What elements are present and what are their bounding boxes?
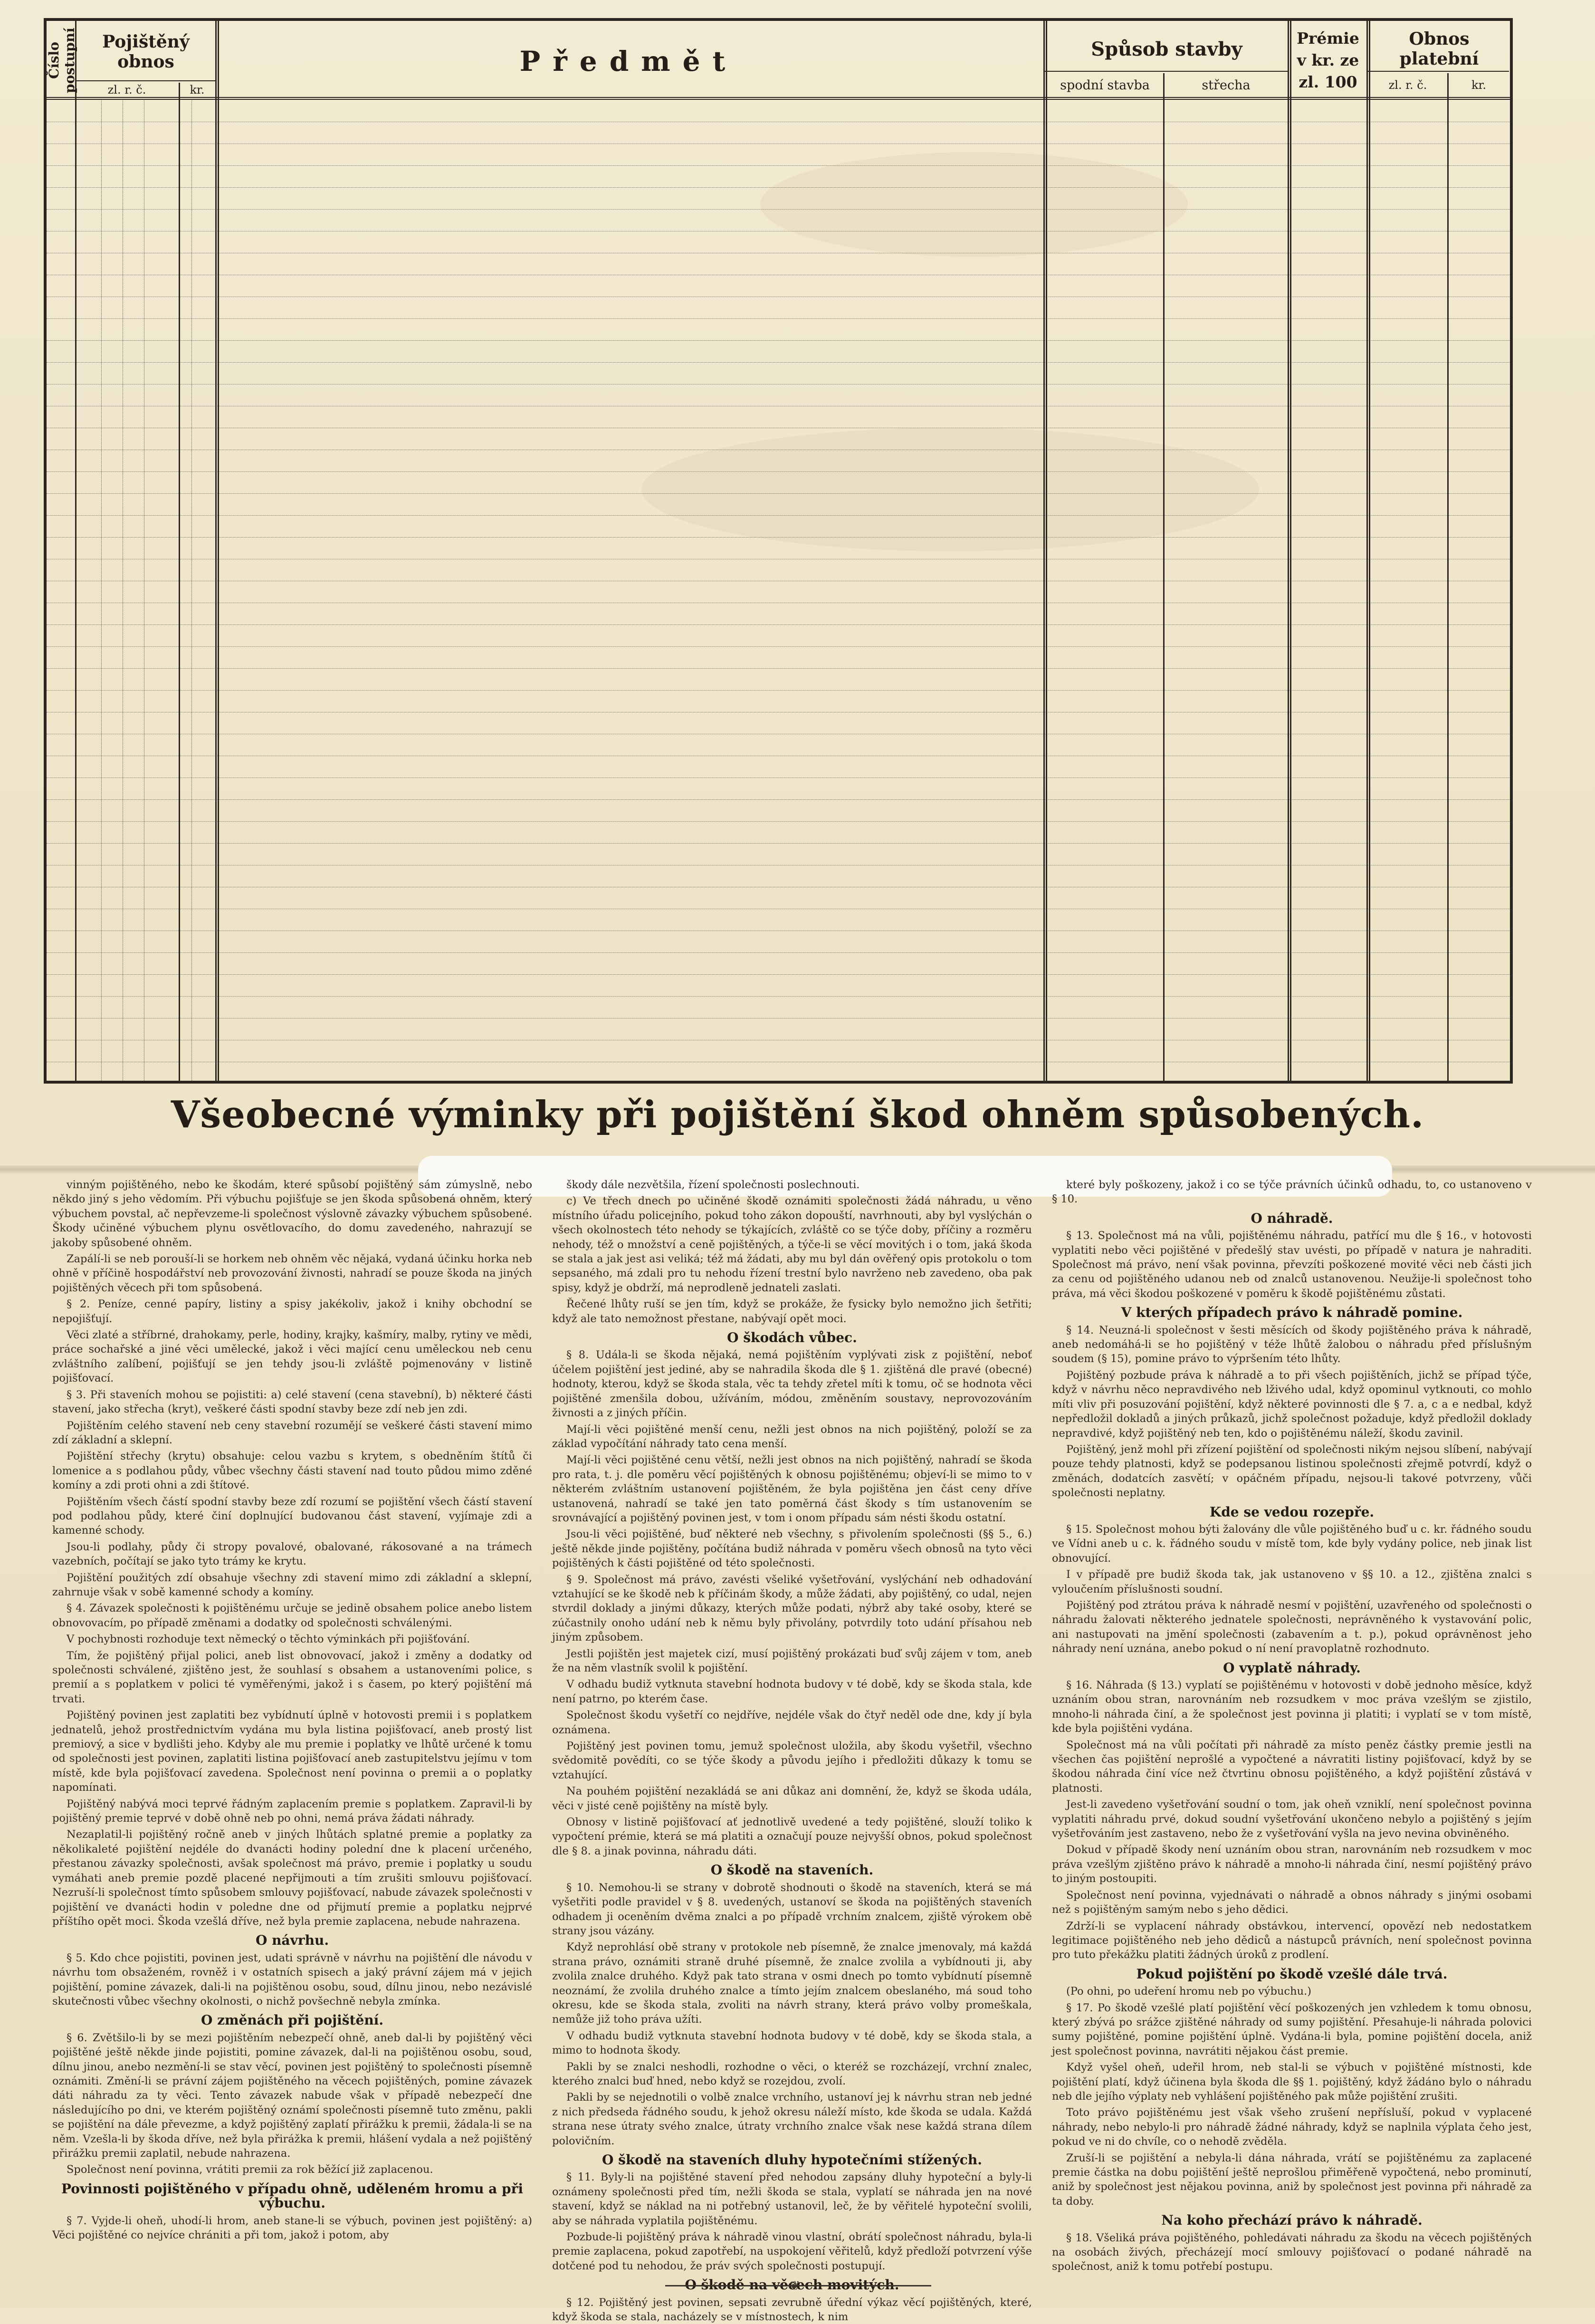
paragraph: c) Ve třech dnech po učiněné škodě oznámiti společnosti žádá náhradu, u věno místního úřadu policejního, pokud toho zákon dopouští, navrhnouti, aby byl vyslýchán o všech okolnostech této nehody se týkajících, zvláště co se týče doby, příčiny a rozměru nehody, též o množství a ceně pojištěných, a týče-li se věcí movitých i o tom, jaká škoda se stala a jak jest asi veliká; též má žádati, aby mu byl dán ověřený opis protokolu o tom sepsaného, má zdali pro tu nehodu řízení trestní bylo navrženo neb zavedeno, oba pak spisy, když je obdrží, má neprodleně jednateli zaslati. bbox=[552, 1195, 1032, 1294]
paragraph: Pojištěný povinen jest zaplatiti bez vybídnutí úplně v hotovosti premii i s poplatkem jednatelů, jehož prostřednictvím vydána mu byla listina pojišťovací, aneb prostý list premiový, a sice v bydlišti jeho. Kdyby ale mu premie i poplatky ve lhůtě určené k tomu od společnosti jest povinen, zaplatiti listina pojišťovací aneb zastupitelstvu jejímu v tom místě, kde byla pojišťovací zavedena. Společnost není povinna o premii a o poplatky napomínati. bbox=[52, 1709, 532, 1794]
ledger-column-rule bbox=[75, 21, 76, 1081]
paragraph: § 8. Udála-li se škoda nějaká, nemá pojištěním vyplývati zisk z pojištění, neboť účelem pojištění jest jediné, aby se nahradila škoda dle § 1. zjištěná dle pravé (obecné) hodnoty, kterou, když se škoda stala, věc ta tehdy zřetel míti k tomu, oč se hodnota věci pojištěné zmenšila dobou, užíváním, módou, změněním soustavy, neprovozováním živnosti a z jiných příčin. bbox=[552, 1349, 1032, 1420]
section-heading: O škodě na staveních. bbox=[710, 1862, 874, 1878]
ledger-column-rule bbox=[215, 21, 219, 1081]
paragraph: Pojištění použitých zdí obsahuje všechny zdi stavení mimo zdi základní a sklepní, zahrnuje však v sobě kamenné schody a komíny. bbox=[52, 1571, 532, 1598]
paragraph: Když neprohlásí obě strany v protokole neb písemně, že znalce jmenovaly, má každá strana právo, oznámiti straně druhé písemně, že znalce zvolila a vybídnouti ji, aby zvolila znalce druhého. Když pak tato strana v osmi dnech po tomto vybídnutí písemně neoznámí, že zvolila druhého znalce a tímto jejím znalcem obeslaného, má soud toho okresu, kde se škoda stala, zvoliti na návrh strany, která právo volby promeškala, nemůže již toho práva užíti. bbox=[552, 1941, 1032, 2026]
ledger-column-rule bbox=[101, 99, 102, 1081]
paragraph: Společnost není povinna, vyjednávati o náhradě a obnos náhrady s jinými osobami než s pojištěným samým nebo s jeho dědici. bbox=[1052, 1889, 1532, 1916]
paragraph: Pojištění střechy (krytu) obsahuje: celou vazbu s krytem, s obedněním štítů či lomenice a s podlahou půdy, vůbec všechny části stavení nad touto půdou mimo zděné komíny a zdi proti ohni a zdi štítové. bbox=[52, 1450, 532, 1492]
header-roof: střecha bbox=[1202, 77, 1251, 93]
header-payment-unit-zl: zl. r. č. bbox=[1388, 78, 1427, 92]
paragraph: V odhadu budiž vytknuta stavební hodnota budovy v té době, kdy se škoda stala, kde není patrno, po kterém čase. bbox=[552, 1678, 1032, 1705]
paragraph: Jest-li zavedeno vyšetřování soudní o tom, jak oheň vzniklí, není společnost povinna vyplatiti náhradu prvé, dokud soudní vyšetřování ukončeno nebylo a pojištěný s jejím vyšetřováním jest zastaveno, nebo že z vyšetřování vyšla na jevo nevina obviněného. bbox=[1052, 1798, 1532, 1840]
header-construction-type: Spůsob stavby bbox=[1091, 38, 1242, 60]
header-insured-unit-kr: kr. bbox=[190, 83, 205, 96]
header-subject: Předmět bbox=[519, 45, 738, 77]
paragraph: škody dále nezvětšila, řízení společnosti poslechnouti. bbox=[566, 1179, 860, 1191]
header-insured-amount: Pojištěný obnos bbox=[102, 32, 190, 72]
header-payment-unit-kr: kr. bbox=[1471, 78, 1486, 92]
ledger-header-subrow bbox=[1043, 71, 1288, 72]
paragraph: Pojištěný, jenž mohl při zřízení pojištění od společnosti nikým nejsou slíbení, nabývají pouze tehdy platnosti, když se podepsanou listinou společnosti zřejmě potvrdí, když o změnách, dodatcích zasvětí; v opáčném případu, nejsou-li takové potvrzeny, vůči společnosti neplatny. bbox=[1052, 1443, 1532, 1499]
paragraph: § 6. Zvětšilo-li by se mezi pojištěním nebezpečí ohně, aneb dal-li by pojištěný věci pojištěné ještě někde jinde pojistiti, pomine závazek, dal-li na pojištěnou osobu, soud, dílnu jinou, anebo nezmění-li se stav věcí, povinen jest pojištěný to společnosti písemně oznámiti. Změní-li se právní zájem pojištěného na věcech pojištěných, pomine závazek dáti náhradu za ty věci. Tento závazek nabude však v případě nebezpečí dne následujícího po dni, ve kterém pojištěný oznámí společnosti písemně tuto změnu, pakli se pojištění na dále převezme, a když pojištěný zaplatí přirážku k premii, žádala-li se na něm. Vzešla-li by škoda dříve, než byla přirážka k premii, hlášení vydala a než pojištěný přirážku premii zaplatil, nebude nahrazena. bbox=[52, 2031, 532, 2160]
section-heading: O návrhu. bbox=[255, 1932, 329, 1949]
paragraph: Jsou-li podlahy, půdy či stropy povalové, obalované, rákosované a na trámech vazebních, počítají se jako tyto trámy ke krytu. bbox=[52, 1540, 532, 1568]
paragraph: § 3. Při staveních mohou se pojistiti: a) celé stavení (cena stavební), b) některé části stavení, jako střecha (kryt), veškeré části spodní stavby beze zdí neb jen zdi. bbox=[52, 1388, 532, 1416]
paragraph: Tím, že pojištěný přijal polici, aneb list obnovovací, jakož i změny a dodatky od společnosti schválené, zjištěno jest, že souhlasí s obsahem a ustanoveními police, s premií a s poplatkem v polici té vyměřenými, jakož i s časem, po který pojištění má trvati. bbox=[52, 1649, 532, 1705]
paragraph: Věci zlaté a stříbrné, drahokamy, perle, hodiny, krajky, kašmíry, malby, rytiny ve mědi, práce sochařské a jiné věci umělecké, jakož i věci mající cenu uměleckou neb cenu zvláštního zalíbení, pojišťují se jen tehdy jsou-li zvláště pojmenovány v listině pojišťovací. bbox=[52, 1329, 532, 1385]
paragraph: § 5. Kdo chce pojistiti, povinen jest, udati správně v návrhu na pojištění dle návodu v návrhu tom obsaženém, rovněž i v ostatních spisech a jaký právní zájem má v jejich pojištění, pomine závazek, dali-li na pojištěnou osobu, soud, dílnu jinou, nebo nezávislé skutečnosti vůbec všechny okolnosti, o nichž povšechně nebyla zmínka. bbox=[52, 1951, 532, 2007]
paragraph: § 13. Společnost má na vůli, pojištěnému náhradu, patřící mu dle § 16., v hotovosti vyplatiti nebo věci pojištěné v předešlý stav uvésti, po případě v natura je nahraditi. Společnost má právo, není však povinna, převzíti poškozené movité věci neb části jich za cenu od pojištěného udanou neb od znalců ustanovenou. Neužije-li společnost toho práva, má věci škodou poškozené v poměru k škodě pojištěnému zůstati. bbox=[1052, 1229, 1532, 1300]
section-heading: Povinnosti pojištěného v případu ohně, uděleném hromu a při výbuchu. bbox=[61, 2180, 524, 2211]
conditions-column-3 bbox=[1052, 1178, 1532, 2285]
paragraph: Společnost má na vůli počítati při náhradě za místo peněz částky premie jestli na všechen čas pojištění neprošlé a vypočtené a návratiti listiny pojišťovací, když by se škodou náhrada činí více než čtvrtinu obnosu pojištěného, a když pojištění zůstává v platnosti. bbox=[1052, 1738, 1532, 1795]
section-heading: Na koho přechází právo k náhradě. bbox=[1161, 2212, 1423, 2228]
paragraph: Jestli pojištěn jest majetek cizí, musí pojištěný prokázati buď svůj zájem v tom, aneb že na něm vlastník svolil k pojištění. bbox=[552, 1647, 1032, 1674]
paragraph: Pakli by se nejednotili o volbě znalce vrchního, ustanoví jej k návrhu stran neb jedné z nich předseda řádného soudu, k jehož okresu náleží místo, kde škoda se udala. Každá strana nese útraty svého znalce, útraty vrchního znalce však nese každá strana dílem polovičním. bbox=[552, 2091, 1032, 2147]
paragraph: Mají-li věci pojištěné menší cenu, nežli jest obnos na nich pojištěný, položí se za základ vypočítání náhrady tato cena menší. bbox=[552, 1423, 1032, 1450]
paragraph: I v případě pre budiž škoda tak, jak ustanoveno v §§ 10. a 12., zjištěna znalci s vyloučením příslušnosti soudní. bbox=[1052, 1568, 1532, 1595]
section-heading: O náhradě. bbox=[1251, 1210, 1333, 1226]
ledger-column-rule bbox=[1366, 21, 1370, 1081]
paragraph: Nezaplatil-li pojištěný ročně aneb v jiných lhůtách splatné premie a poplatky za několikaleté pojištění nejdéle do dvanácti hodiny polední dne k placení určeného, přestanou závazky společnosti, avšak společnost má právo, premie i poplatky u soudu vymáhati aneb premie pozdě placené nepřijmouti a tím zrušiti smlouvu pojišťovací. Nezruší-li společnost tímto spůsobem smlouvy pojišťovací, nabude závazek společnosti v pojištění ve dvanácti hodin v poledne dne od přijmutí premie a poplatku nejprvé příštího opět moci. Škoda vzešlá dříve, než byla premie zaplacena, nebude nahrazena. bbox=[52, 1828, 532, 1928]
paragraph: Pojištěný pod ztrátou práva k náhradě nesmí v pojištění, uzavřeného od společnosti o náhradu žalovati některého jednatele společnosti, neprávněného k vystavování polic, ani nastupovati na jmění společnosti (zabavením a t. p.), pokud oprávněnost jeho náhrady není uznána, anebo pokud o ní není pravoplatně rozhodnuto. bbox=[1052, 1599, 1532, 1655]
paragraph: § 10. Nemohou-li se strany v dobrotě shodnouti o škodě na staveních, která se má vyšetřiti podle pravidel v § 8. uvedených, ustanoví se škoda na pojištěných staveních odhadem ji oceněním dvěma znalci a po případě vrchním znalcem, zjiště výrokem obě strany jsou vázány. bbox=[552, 1881, 1032, 1937]
paragraph: § 15. Společnost mohou býti žalovány dle vůle pojištěného buď u c. kr. řádného soudu ve Vídni aneb u c. k. řádného soudu v místě tom, kde byly vydány police, neb jinak list obnovující. bbox=[1052, 1523, 1532, 1565]
paragraph: § 4. Závazek společnosti k pojištěnému určuje se jedině obsahem police anebo listem obnovovacím, po případě změnami a dodatky od společnosti schválenými. bbox=[52, 1602, 532, 1629]
paragraph: které byly poškozeny, jakož i co se týče právních účinků odhadu, to, co ustanoveno v § 10. bbox=[1052, 1179, 1532, 1206]
header-lower-construction: spodní stavba bbox=[1060, 77, 1150, 93]
paragraph: § 14. Neuzná-li společnost v šesti měsících od škody pojištěného práva k náhradě, aneb nedomáhá-li se ho pojištěný v téže lhůtě žalobou o náhradu před příslušným soudem (§ 15), pomine právo to výpršením této lhůty. bbox=[1052, 1324, 1532, 1365]
paragraph: § 18. Všeliká práva pojištěného, pohledávati náhradu za škodu na věcech pojištěných na osobách živých, přecházejí mocí smlouvy pojišťovací o podané náhradě na společnost, aniž k tomu potřebí postupu. bbox=[1052, 2231, 1532, 2273]
section-heading: O škodě na věcech movitých. bbox=[685, 2277, 899, 2293]
paragraph: Zapálí-li se neb porouší-li se horkem neb ohněm věc nějaká, vydaná účinku horka neb ohně v příčině hospodářství neb provozování živnosti, nahradí se pouze škoda na jiných pojištěných věcech při tom spůsobená. bbox=[52, 1253, 532, 1294]
paragraph: Pojištěný pozbude práva k náhradě a to při všech pojištěních, jichž se případ týče, když v návrhu něco nepravdivého neb lživého udal, když opominul vytknouti, co mohlo míti vliv při posuzování pojištění, když některé povinnosti dle § 7. a, c a e nedbal, když nepředložil dokladů a jiných průkazů, jichž společnost požaduje, když předložil doklady nepravdivé, když pojištěný neb ten, kdo o pojištěnému náleží, škodu zavinil. bbox=[1052, 1369, 1532, 1440]
ledger-column-rule bbox=[179, 83, 180, 1081]
section-heading: Kde se vedou rozepře. bbox=[1209, 1504, 1375, 1520]
paragraph: (Po ohni, po udeření hromu neb po výbuchu.) bbox=[1066, 1985, 1312, 1998]
conditions-title: Všeobecné výminky při pojištění škod ohněm spůsobených. bbox=[171, 1093, 1424, 1136]
ledger-column-rule bbox=[1288, 21, 1291, 1081]
bottom-ornament bbox=[665, 2285, 931, 2300]
section-heading: O škodách vůbec. bbox=[727, 1330, 857, 1346]
header-payment-amount: Obnos platební bbox=[1399, 29, 1479, 69]
header-premium: Prémie v kr. ze zl. 100 bbox=[1297, 29, 1359, 91]
paragraph: Pojištěný nabývá moci teprvé řádným zaplacením premie s poplatkem. Zapravil-li by pojištěný premie teprvé v době ohně neb po ohni, nemá práva žádati náhrady. bbox=[52, 1797, 532, 1825]
ledger-column-rule bbox=[1447, 73, 1449, 1081]
paragraph: vinným pojištěného, nebo ke škodám, které spůsobí pojištěný sám zúmyslně, nebo někdo jiný s jeho vědomím. Při výbuchu pojišťuje se jen škoda spůsobená ohněm, který výbuchem povstal, ač nepřevzeme-li společnost výslovně závazky výbuchem spůsobené. Škody učiněné výbuchem plynu osvětlovacího, do domu zavedeného, nahrazují se jakoby spůsobené ohněm. bbox=[52, 1179, 532, 1249]
paragraph: Jsou-li věci pojištěné, buď některé neb všechny, s přivolením společnosti (§§ 5., 6.) ještě někde jinde pojištěny, počítána budiž náhrada v poměru všech obnosů na tyto věci pojištěných k části pojištěné od této společnosti. bbox=[552, 1528, 1032, 1570]
ledger-column-rule bbox=[1163, 73, 1165, 1081]
conditions-column-1 bbox=[52, 1178, 532, 2285]
ledger-column-rule bbox=[1043, 21, 1047, 1081]
paragraph: § 9. Společnost má právo, zavésti všeliké vyšetřování, vyslýchání neb odhadování vztahující se ke škodě neb k příčinám škody, a může žádati, aby pojištěný, co udal, nejen stvrdil doklady a jinými důkazy, kterých může podati, nýbrž aby také osoby, které se zúčastnily onoho udání neb k němu byly přivolány, potvrdily toto udání přísahou neb jiným způsobem. bbox=[552, 1573, 1032, 1644]
paragraph: Pojištěním celého stavení neb ceny stavební rozumějí se veškeré části stavení mimo zdí základní a sklepní. bbox=[52, 1419, 532, 1446]
paragraph: § 17. Po škodě vzešlé platí pojištění věcí poškozených jen vzhledem k tomu obnosu, který zbývá po srážce zjištěné náhrady od sumy pojištění. Přesahuje-li náhrada polovici sumy pojištěné, pomine pojištění úplně. Vydána-li byla, pomine pojištění docela, aniž jest společnost povinna, navrátiti nějakou část premie. bbox=[1052, 2001, 1532, 2057]
paragraph: § 12. Pojištěný jest povinen, sepsati zevrubně úřední výkaz věcí pojištěných, které, když škoda se stala, nacházely se v místnostech, k nim bbox=[552, 2296, 1032, 2324]
section-heading: O změnách při pojištění. bbox=[201, 2012, 384, 2028]
paragraph: Pakli by se znalci neshodli, rozhodne o věci, o kteréž se rozcházejí, vrchní znalec, kterého znalci buď hned, nebo když se rozejdou, zvolí. bbox=[552, 2060, 1032, 2087]
section-heading: O škodě na staveních dluhy hypotečními stížených. bbox=[602, 2152, 982, 2168]
section-heading: Pokud pojištění po škodě vzešlé dále trvá. bbox=[1136, 1966, 1448, 1982]
conditions-text bbox=[52, 1178, 1535, 2324]
paragraph: V pochybnosti rozhoduje text německý o těchto výminkách při pojišťování. bbox=[67, 1633, 470, 1646]
paragraph: § 2. Peníze, cenné papíry, listiny a spisy jakékoliv, jakož i knihy obchodní se nepojišťují. bbox=[52, 1298, 532, 1325]
paragraph: Pojištěný jest povinen tomu, jemuž společnost uložila, aby škodu vyšetřil, všechno svědomitě povědíti, co se týče škody a původu jejího i předložiti důkazy k tomu se vztahující. bbox=[552, 1740, 1032, 1781]
paragraph: Společnost škodu vyšetří co nejdříve, nejdéle však do čtyř neděl ode dne, kdy jí byla oznámena. bbox=[552, 1709, 1032, 1736]
paragraph: Řečené lhůty ruší se jen tím, když se prokáže, že fysicky bylo nemožno jich šetřiti; když ale tato nemožnost přestane, nabývají opět moci. bbox=[552, 1298, 1032, 1325]
section-heading: O vyplatě náhrady. bbox=[1223, 1660, 1361, 1676]
ledger-column-rule bbox=[191, 99, 192, 1081]
paragraph: Na pouhém pojištění nezakládá se ani důkaz ani domnění, že, když se škoda udála, věci v jisté ceně pojištěny na místě byly. bbox=[552, 1785, 1032, 1812]
header-serial-number: Číslo postupní bbox=[46, 28, 77, 93]
insurance-ledger-table bbox=[44, 18, 1513, 1084]
paragraph: Zruší-li se pojištění a nebyla-li dána náhrada, vrátí se pojištěnému za zaplacené premie částka na dobu pojištění ještě neprošlou přiměřeně vypočtená, nebo prominutí, aniž by společnost jest nějakou povinna, aniž by společnost jest povinna při náhradě za ta doby. bbox=[1052, 2151, 1532, 2208]
header-insured-unit-zl: zl. r. č. bbox=[107, 83, 146, 96]
section-heading: V kterých případech právo k náhradě pomine. bbox=[1121, 1305, 1463, 1321]
paragraph: § 7. Vyjde-li oheň, uhodí-li hrom, aneb stane-li se výbuch, povinen jest pojištěný: a) Věci pojištěné co nejvíce chrániti a při tom, jakož i potom, aby bbox=[52, 2214, 532, 2242]
ledger-header-subrow bbox=[75, 80, 215, 81]
paragraph: Mají-li věci pojištěné cenu větší, nežli jest obnos na nich pojištěný, nahradí se škoda pro rata, t. j. dle poměru věcí pojištěných k obnosu pojištěnému; objeví-li se mimo to v některém zvláštním ustanovení pojištěném, že byla pojištěna jen část ceny dříve ustanovená, nahradí se také jen tato poměrná část škody s tím ustanovením se srovnávající a pojištěný povinen jest, v tom i onom případu sám nésti škodu ostatní. bbox=[552, 1454, 1032, 1524]
paragraph: § 11. Byly-li na pojištěné stavení před nehodou zapsány dluhy hypoteční a byly-li oznámeny společnosti před tím, nežli škoda se stala, vyplatí se náhrada jen na nové stavení, když se náklad na ni potřebný ustanovil, leč, že by věřitelé hypoteční svolili, aby se náhrada vyplatila pojištěnému. bbox=[552, 2171, 1032, 2227]
conditions-column-2 bbox=[552, 1178, 1032, 2324]
paragraph: Obnosy v listině pojišťovací ať jednotlivě uvedené a tedy pojištěné, slouží toliko k vypočtení prémie, která se má platiti a označují pouze nejvyšší obnos, pokud společnost dle § 8. a jinak povinna, náhradu dáti. bbox=[552, 1816, 1032, 1857]
paragraph: Když vyšel oheň, udeřil hrom, neb stal-li se výbuch v pojištěné místnosti, kde pojištění platí, když účinena byla škoda dle §§ 1. pojištěný, když žádáno bylo o náhradu neb dle jejího výplaty neb vyhlášení pojištěného pak může pojištění zrušiti. bbox=[1052, 2061, 1532, 2103]
paragraph: § 16. Náhrada (§ 13.) vyplatí se pojištěnému v hotovosti v době jednoho měsíce, když uznáním obou stran, narovnáním neb rozsudkem v moc práva vzešlým se zjistilo, mnoho-li náhrada činí, a že společnost jest povinna ji platiti; i vyplatí se v tom místě, kde byla pojištěni vydána. bbox=[1052, 1679, 1532, 1735]
paragraph: Zdrží-li se vyplacení náhrady obstávkou, intervencí, opovězí neb nedostatkem legitimace pojištěného neb jeho dědiců a nástupců právních, není společnost povinna pro tuto překážku platiti žádných úroků z prodlení. bbox=[1052, 1920, 1532, 1961]
paragraph: Pozbude-li pojištěný práva k náhradě vinou vlastní, obrátí společnost náhradu, byla-li premie zaplacena, pokud zapotřebí, na uspokojení věřitelů, když předloží potvrzení výše dotčené pod tu nehodou, že práv svých společnosti postupují. bbox=[552, 2231, 1032, 2272]
paragraph: Toto právo pojištěnému jest však všeho zrušení nepřísluší, pokud v vyplacené náhrady, nebo nebylo-li pro náhradě žádné náhrady, když se naplnila výplata čeho jest, pokud ve ni do chvíle, co o nehodě zvěděla. bbox=[1052, 2106, 1532, 2148]
paragraph: V odhadu budiž vytknuta stavební hodnota budovy v té době, kdy se škoda stala, a mimo to hodnota škody. bbox=[552, 2029, 1032, 2057]
paragraph: Společnost není povinna, vrátiti premii za rok běžící již zaplacenou. bbox=[67, 2163, 433, 2176]
ledger-header-subrow bbox=[1366, 71, 1509, 72]
paragraph: Pojištěním všech částí spodní stavby beze zdí rozumí se pojištění všech částí stavení pod podlahou půdy, které činí doplnující budovanou část stavení, vyjímaje zdi a kamenné schody. bbox=[52, 1495, 532, 1537]
paragraph: Dokud v případě škody není uznáním obou stran, narovnáním neb rozsudkem v moc práva vzešlým zjištěno právo k náhradě a mnoho-li náhrada činí, nesmí pojištěný právo to jiným postoupiti. bbox=[1052, 1844, 1532, 1885]
